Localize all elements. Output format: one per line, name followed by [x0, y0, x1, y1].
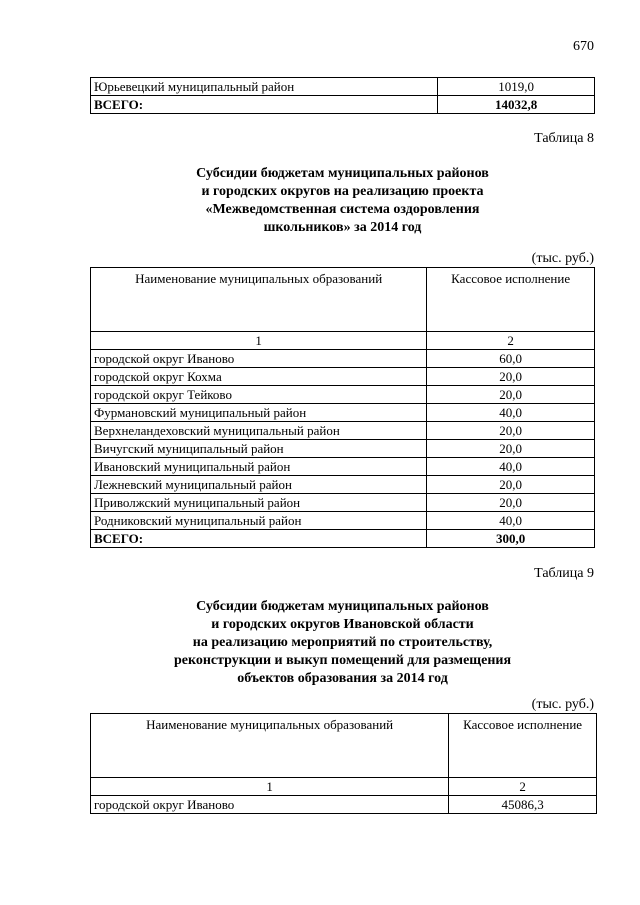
- table8: [90, 267, 595, 548]
- table9-header-row: [91, 714, 597, 778]
- table8-title-line: школьников» за 2014 год: [263, 220, 422, 235]
- page-number: 670: [573, 39, 594, 54]
- header-value: Кассовое исполнение: [449, 714, 597, 778]
- row-value: 40,0: [427, 458, 595, 476]
- table8-unit: (тыс. руб.): [531, 251, 594, 266]
- table-row: [91, 476, 595, 494]
- row-name: Родниковский муниципальный район: [91, 512, 427, 530]
- table9-label: Таблица 9: [534, 566, 594, 581]
- table8-title: [90, 165, 595, 237]
- row-name: Фурмановский муниципальный район: [91, 404, 427, 422]
- row-value: 45086,3: [449, 796, 597, 814]
- row-value: 20,0: [427, 368, 595, 386]
- row-value: 60,0: [427, 350, 595, 368]
- table8-header-row: [91, 268, 595, 332]
- row-name: Вичугский муниципальный район: [91, 440, 427, 458]
- top-table: [90, 77, 595, 114]
- table-row: [91, 796, 597, 814]
- row-value: 40,0: [427, 404, 595, 422]
- row-value: 20,0: [427, 476, 595, 494]
- table-row: [91, 422, 595, 440]
- row-name: городской округ Кохма: [91, 368, 427, 386]
- header-name: Наименование муниципальных образований: [91, 714, 449, 778]
- row-value: 20,0: [427, 440, 595, 458]
- col-number: 2: [427, 332, 595, 350]
- table9-title: [90, 598, 595, 688]
- table9-unit: (тыс. руб.): [531, 697, 594, 712]
- table9-title-line: Субсидии бюджетам муниципальных районов: [196, 599, 489, 614]
- table-row: [91, 404, 595, 422]
- total-value: 14032,8: [438, 96, 595, 114]
- table9-title-line: на реализацию мероприятий по строительству,: [192, 635, 493, 650]
- table8-label: Таблица 8: [534, 131, 594, 146]
- row-name: Приволжский муниципальный район: [91, 494, 427, 512]
- header-value: Кассовое исполнение: [427, 268, 595, 332]
- table9-title-line: реконструкции и выкуп помещений для размещения: [173, 653, 512, 668]
- table-row: [91, 458, 595, 476]
- table9-title-line: объектов образования за 2014 год: [237, 671, 448, 686]
- table-row: [91, 350, 595, 368]
- row-name: Лежневский муниципальный район: [91, 476, 427, 494]
- row-value: 20,0: [427, 494, 595, 512]
- col-number: 2: [449, 778, 597, 796]
- table9-title-line: и городских округов Ивановской области: [211, 617, 474, 632]
- table8-title-line: «Межведомственная система оздоровления: [205, 202, 480, 217]
- row-value: 1019,0: [438, 78, 595, 96]
- table8-title-line: и городских округов на реализацию проекта: [201, 184, 484, 199]
- col-number: 1: [91, 332, 427, 350]
- row-name: городской округ Иваново: [91, 796, 449, 814]
- row-name: городской округ Иваново: [91, 350, 427, 368]
- table9: [90, 713, 597, 814]
- total-value: 300,0: [427, 530, 595, 548]
- table8-colnum-row: [91, 332, 595, 350]
- table-row: [91, 368, 595, 386]
- total-label: ВСЕГО:: [91, 96, 438, 114]
- row-value: 20,0: [427, 386, 595, 404]
- table-row: [91, 494, 595, 512]
- total-row: [91, 96, 595, 114]
- row-name: городской округ Тейково: [91, 386, 427, 404]
- row-name: Ивановский муниципальный район: [91, 458, 427, 476]
- table-row: [91, 386, 595, 404]
- row-value: 40,0: [427, 512, 595, 530]
- col-number: 1: [91, 778, 449, 796]
- row-name: Верхнеландеховский муниципальный район: [91, 422, 427, 440]
- table9-colnum-row: [91, 778, 597, 796]
- total-row: [91, 530, 595, 548]
- header-name: Наименование муниципальных образований: [91, 268, 427, 332]
- table-row: [91, 440, 595, 458]
- row-value: 20,0: [427, 422, 595, 440]
- table-row: [91, 512, 595, 530]
- row-name: Юрьевецкий муниципальный район: [91, 78, 438, 96]
- total-label: ВСЕГО:: [91, 530, 427, 548]
- table8-title-line: Субсидии бюджетам муниципальных районов: [196, 166, 489, 181]
- table-row: [91, 78, 595, 96]
